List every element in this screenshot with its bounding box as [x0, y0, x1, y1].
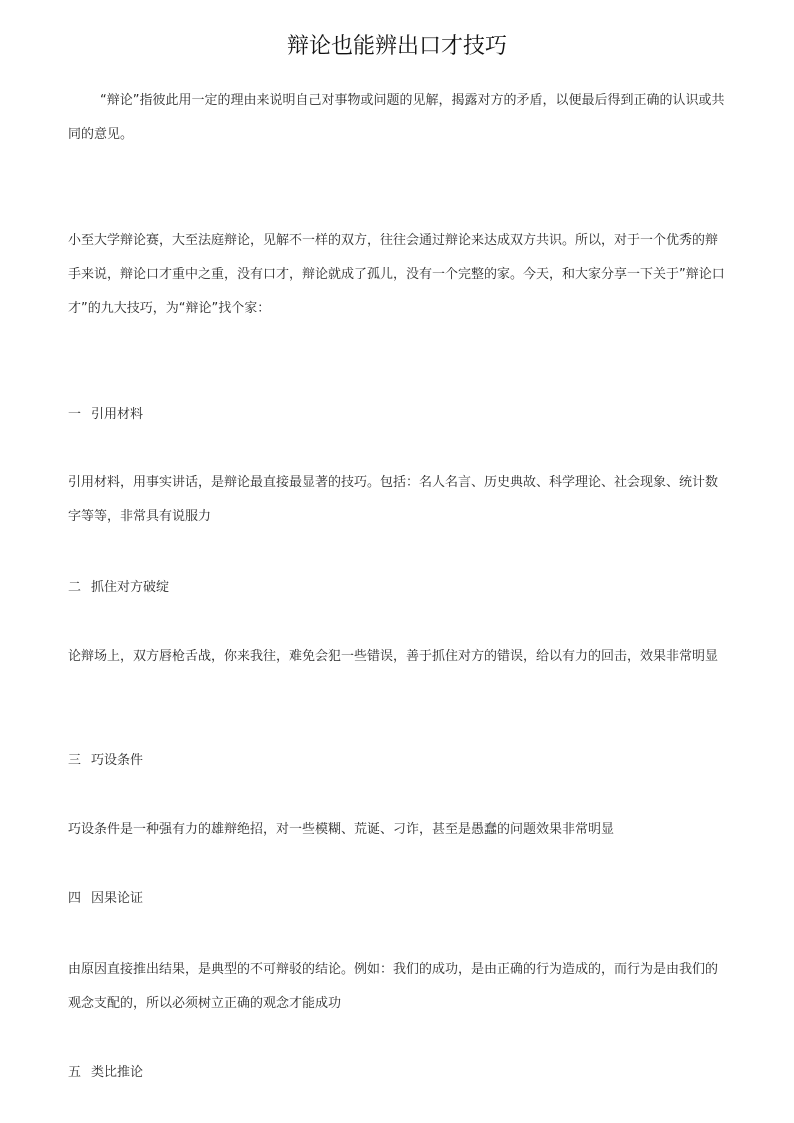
section-heading: [68, 888, 728, 910]
section-number: 四: [68, 891, 82, 906]
section-body: 巧设条件是一种强有力的雄辩绝招，对一些模糊、荒诞、刁诈，甚至是愚蠢的问题效果非常明显: [68, 822, 615, 837]
section-title: 因果论证: [91, 891, 144, 906]
section-number: 一: [68, 407, 82, 422]
section-title: 巧设条件: [91, 753, 144, 768]
section-body: 引用材料，用事实讲话，是辩论最直接最显著的技巧。包括：名人名言、历史典故、科学理论、社会现象、统计数字等等，非常具有说服力: [68, 475, 719, 524]
intro-paragraph: “辩论”指彼此用一定的理由来说明自己对事物或问题的见解，揭露对方的矛盾，以便最后得到正确的认识或共同的意见。: [68, 93, 725, 142]
page-title: 辩论也能辨出口才技巧: [286, 34, 507, 59]
section-title: 类比推论: [91, 1065, 144, 1080]
section-heading: [68, 1062, 728, 1084]
section-heading: [68, 404, 728, 426]
section-heading: [68, 750, 728, 772]
section-body: 论辩场上，双方唇枪舌战，你来我往，难免会犯一些错误，善于抓住对方的错误，给以有力的回击，效果非常明显: [68, 649, 719, 664]
section-title: 引用材料: [91, 407, 144, 422]
section-number: 五: [68, 1065, 82, 1080]
section-number: 二: [68, 580, 82, 595]
section-body: 由原因直接推出结果，是典型的不可辩驳的结论。例如：我们的成功，是由正确的行为造成的，而行为是由我们的观念支配的，所以必须树立正确的观念才能成功: [68, 962, 719, 1011]
section-heading: [68, 577, 728, 599]
section-number: 三: [68, 753, 82, 768]
section-title: 抓住对方破绽: [91, 580, 170, 595]
lead-paragraph: 小至大学辩论赛，大至法庭辩论，见解不一样的双方，往往会通过辩论来达成双方共识。所以，对于一个优秀的辩手来说，辩论口才重中之重，没有口才，辩论就成了孤儿，没有一个完整的家。今天，和大家分享一下关于”辩论口才”的九大技巧，为“辩论”找个家：: [68, 233, 725, 316]
